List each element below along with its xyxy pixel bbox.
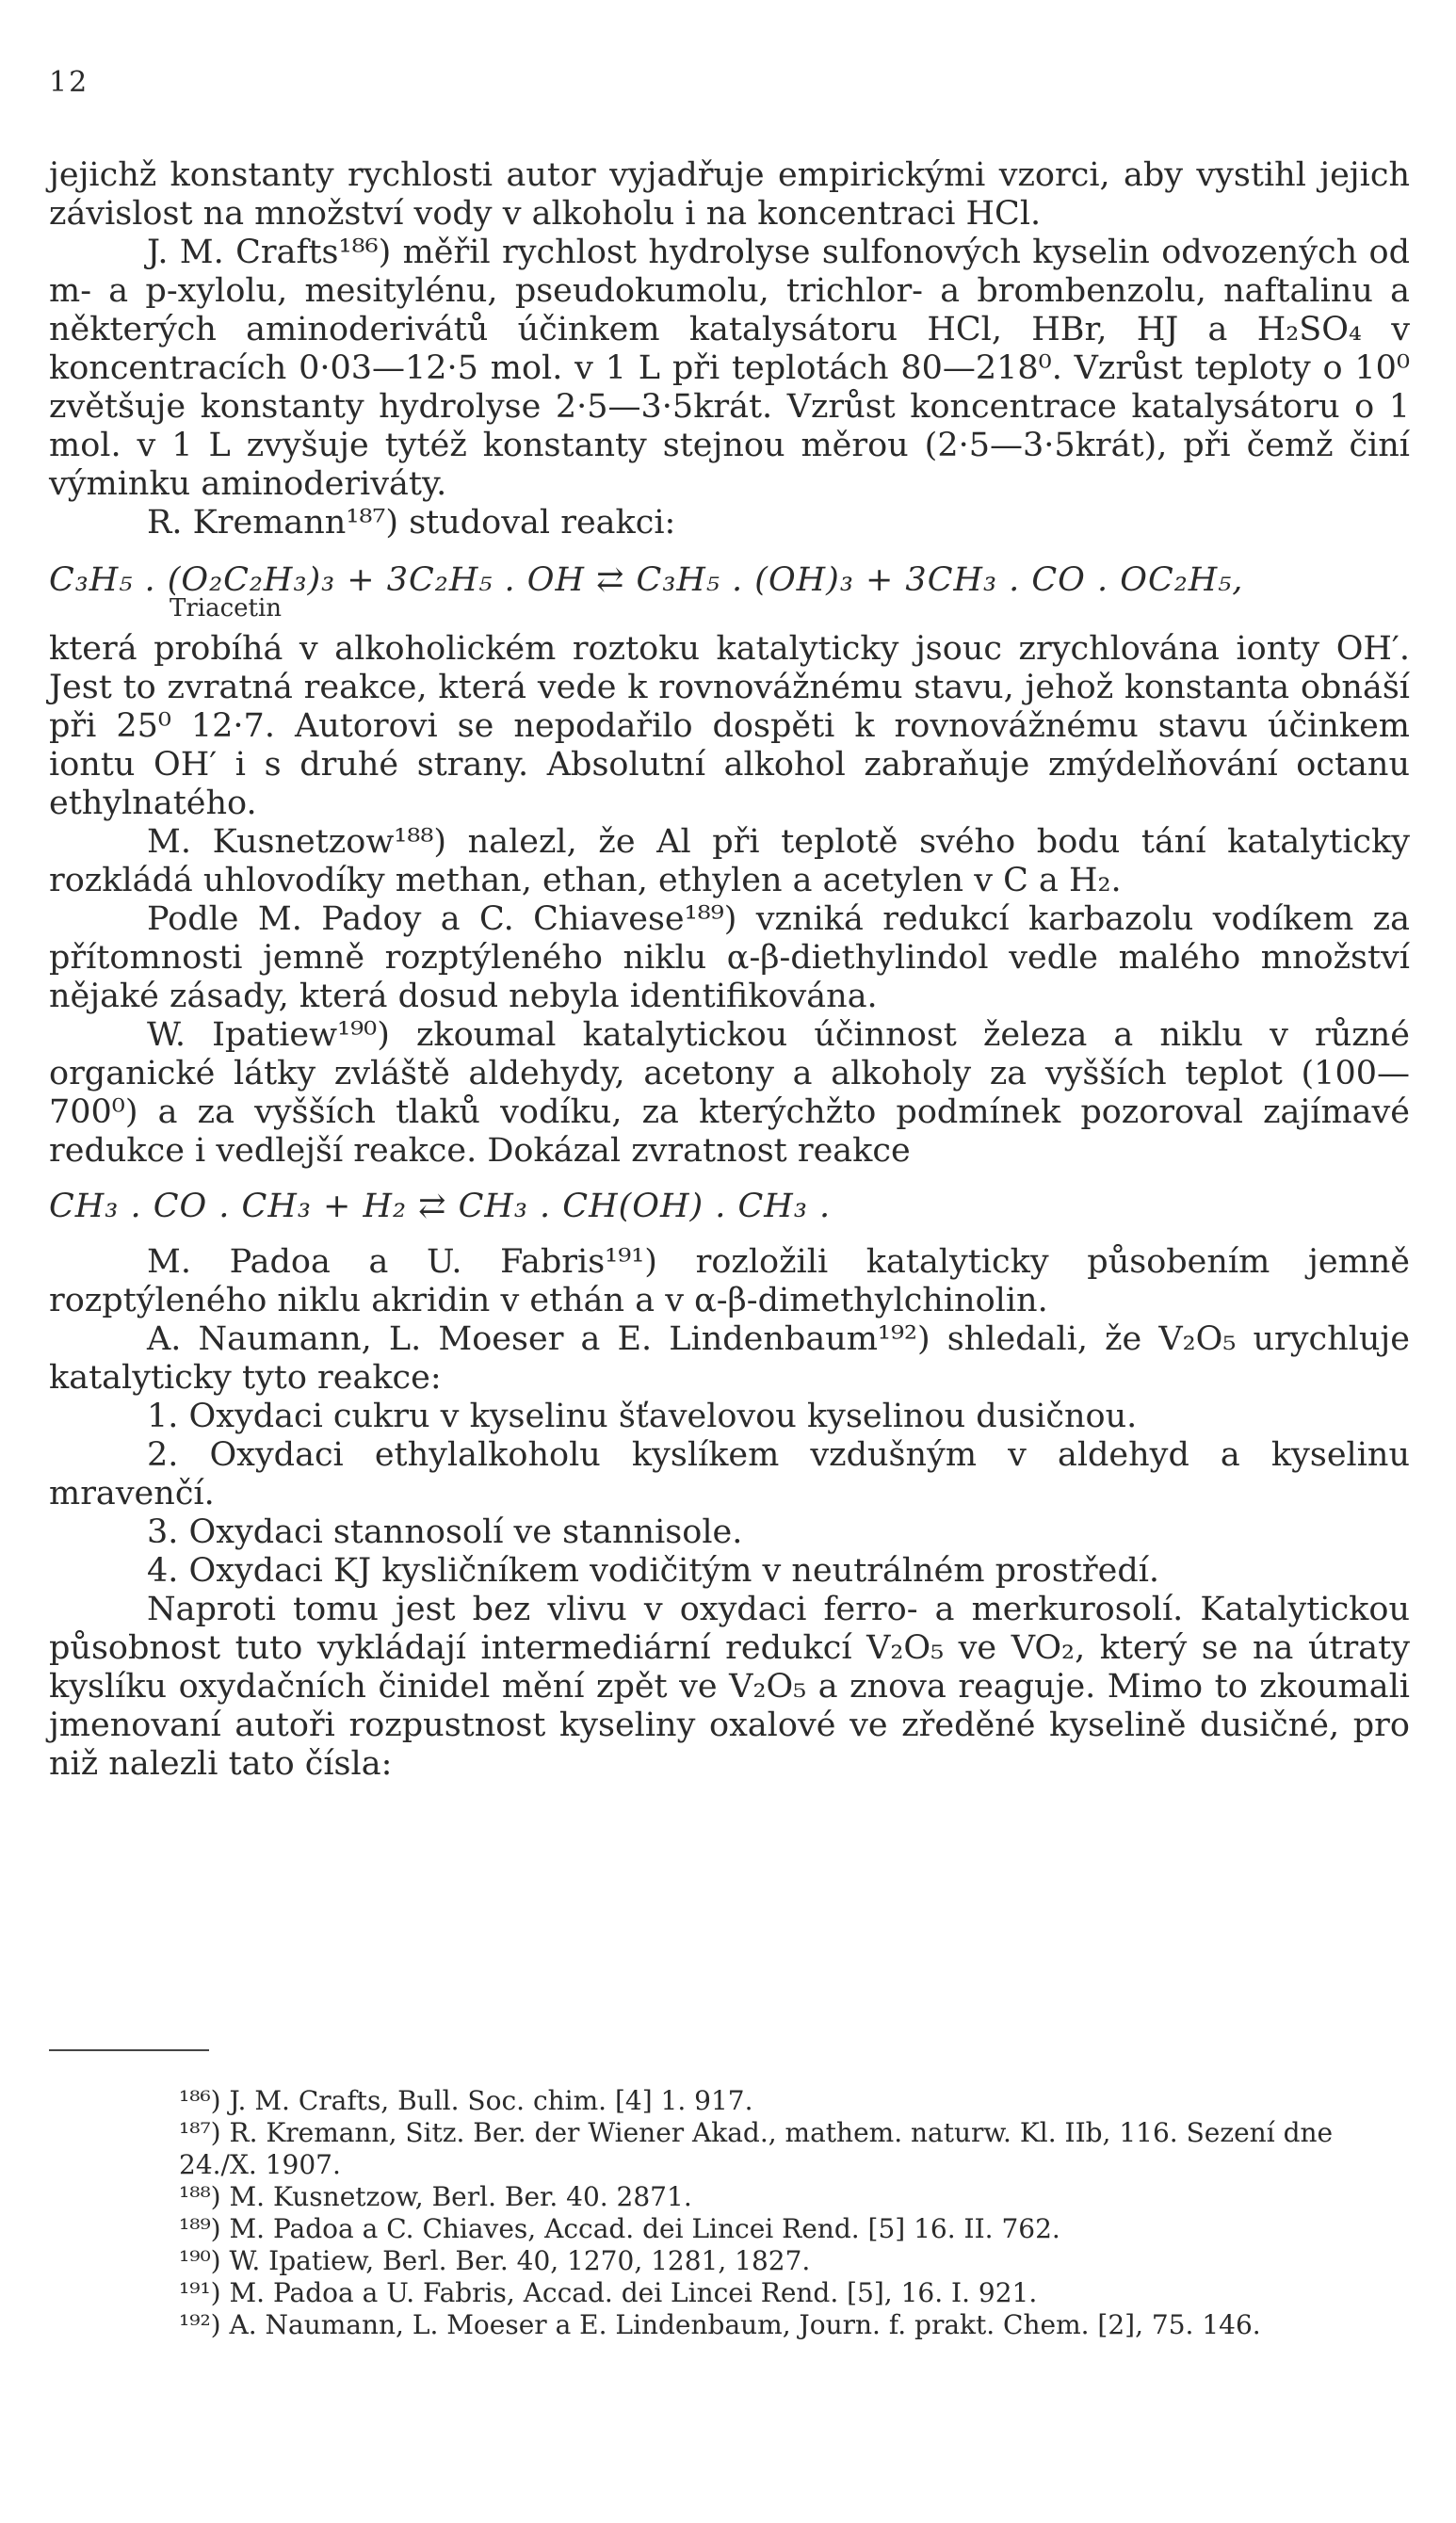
paragraph-naumann: A. Naumann, L. Moeser a E. Lindenbaum¹⁹²) shledali, že V₂O₅ urychluje katalyticky tyto reakce: [49,1320,1410,1397]
paragraph-kremann: R. Kremann¹⁸⁷) studoval reakci: [147,504,676,542]
list-item: 3. Oxydaci stannosolí ve stannisole. [147,1513,743,1551]
list-item: 4. Oxydaci KJ kysličníkem vodičitým v neutrálném prostředí. [147,1552,1160,1590]
list-item: 1. Oxydaci cukru v kyselinu šťavelovou kyselinou dusičnou. [147,1398,1138,1435]
page-number: 12 [49,66,89,99]
equation-triacetin: C₃H₅ . (O₂C₂H₃)₃ + 3C₂H₅ . OH ⇄ C₃H₅ . (OH)₃ + 3CH₃ . CO . OC₂H₅, [49,561,1244,599]
paragraph-padoa-chiaves: Podle M. Padoy a C. Chiavese¹⁸⁹) vzniká redukcí karbazolu vodíkem za přítomnosti jemně rozptýleného niklu α-β-diethylindol vedle malého množství nějaké zásady, která dosud nebyla identifikována. [49,900,1410,1015]
footnotes [49,2085,1410,2341]
paragraph-kremann-result: která probíhá v alkoholickém roztoku katalyticky jsouc zrychlována ionty OH′. Jest to zvratná reakce, která vede k rovnovážnému stavu, jehož konstanta obnáší při 25⁰ 12·7. Autorovi se nepodařilo dospěti k rovnovážnému stavu účinkem iontu OH′ i s druhé strany. Absolutní alkohol zabraňuje zmýdelňování octanu ethylnatého. [49,630,1410,822]
footnote: ¹⁸⁷) R. Kremann, Sitz. Ber. der Wiener Akad., mathem. naturw. Kl. IIb, 116. Sezení dne 24./X. 1907. [179,2117,1334,2180]
footnote-divider [49,2049,209,2051]
list-item: 2. Oxydaci ethylalkoholu kyslíkem vzdušným v aldehyd a kyselinu mravenčí. [49,1436,1410,1512]
equation-label: Triacetin [170,594,283,623]
paragraph-continuation: jejichž konstanty rychlosti autor vyjadřuje empirickými vzorci, aby vystihl jejich závislost na množství vody v alkoholu i na koncentraci HCl. [49,156,1410,233]
paragraph-ipatiew: W. Ipatiew¹⁹⁰) zkoumal katalytickou účinnost železa a niklu v různé organické látky zvláště aldehydy, acetony a alkoholy za vyšších teplot (100—700⁰) a za vyšších tlaků vodíku, za kterýchžto podmínek pozoroval zajímavé redukce i vedlejší reakce. Dokázal zvratnost reakce [49,1016,1410,1170]
equation-acetone: CH₃ . CO . CH₃ + H₂ ⇄ CH₃ . CH(OH) . CH₃ . [49,1188,832,1225]
footnote: ¹⁹⁰) W. Ipatiew, Berl. Ber. 40, 1270, 1281, 1827. [179,2245,811,2276]
footnote: ¹⁸⁹) M. Padoa a C. Chiaves, Accad. dei Lincei Rend. [5] 16. II. 762. [179,2213,1060,2244]
paragraph-padoa-fabris: M. Padoa a U. Fabris¹⁹¹) rozložili katalyticky působením jemně rozptýleného niklu akridin v ethán a v α-β-dimethylchinolin. [49,1243,1410,1319]
paragraph-conclusion: Naproti tomu jest bez vlivu v oxydaci ferro- a merkurosolí. Katalytickou působnost tuto vykládají intermediární redukcí V₂O₅ ve VO₂, který se na útraty kyslíku oxydačních činidel mění zpět ve V₂O₅ a znova reaguje. Mimo to zkoumali jmenovaní autoři rozpustnost kyseliny oxalové ve zředěné kyselině dusičné, pro niž nalezli tato čísla: [49,1591,1410,1783]
footnote: ¹⁹²) A. Naumann, L. Moeser a E. Lindenbaum, Journ. f. prakt. Chem. [2], 75. 146. [179,2309,1261,2340]
paragraph-crafts: J. M. Crafts¹⁸⁶) měřil rychlost hydrolyse sulfonových kyselin odvozených od m- a p-xylolu, mesitylénu, pseudokumolu, trichlor- a brombenzolu, naftalinu a některých aminoderivátů účinkem katalysátoru HCl, HBr, HJ a H₂SO₄ v koncentracích 0·03—12·5 mol. v 1 L při teplotách 80—218⁰. Vzrůst teploty o 10⁰ zvětšuje konstanty hydrolyse 2·5—3·5krát. Vzrůst koncentrace katalysátoru o 1 mol. v 1 L zvyšuje tytéž konstanty stejnou měrou (2·5—3·5krát), při čemž činí výminku aminoderiváty. [49,234,1410,503]
footnote: ¹⁹¹) M. Padoa a U. Fabris, Accad. dei Lincei Rend. [5], 16. I. 921. [179,2277,1038,2308]
footnote: ¹⁸⁸) M. Kusnetzow, Berl. Ber. 40. 2871. [179,2181,692,2212]
footnote: ¹⁸⁶) J. M. Crafts, Bull. Soc. chim. [4] 1. 917. [179,2085,753,2116]
main-text [49,156,1410,1784]
paragraph-kusnetzow: M. Kusnetzow¹⁸⁸) nalezl, že Al při teplotě svého bodu tání katalyticky rozkládá uhlovodíky methan, ethan, ethylen a acetylen v C a H₂. [49,823,1410,899]
